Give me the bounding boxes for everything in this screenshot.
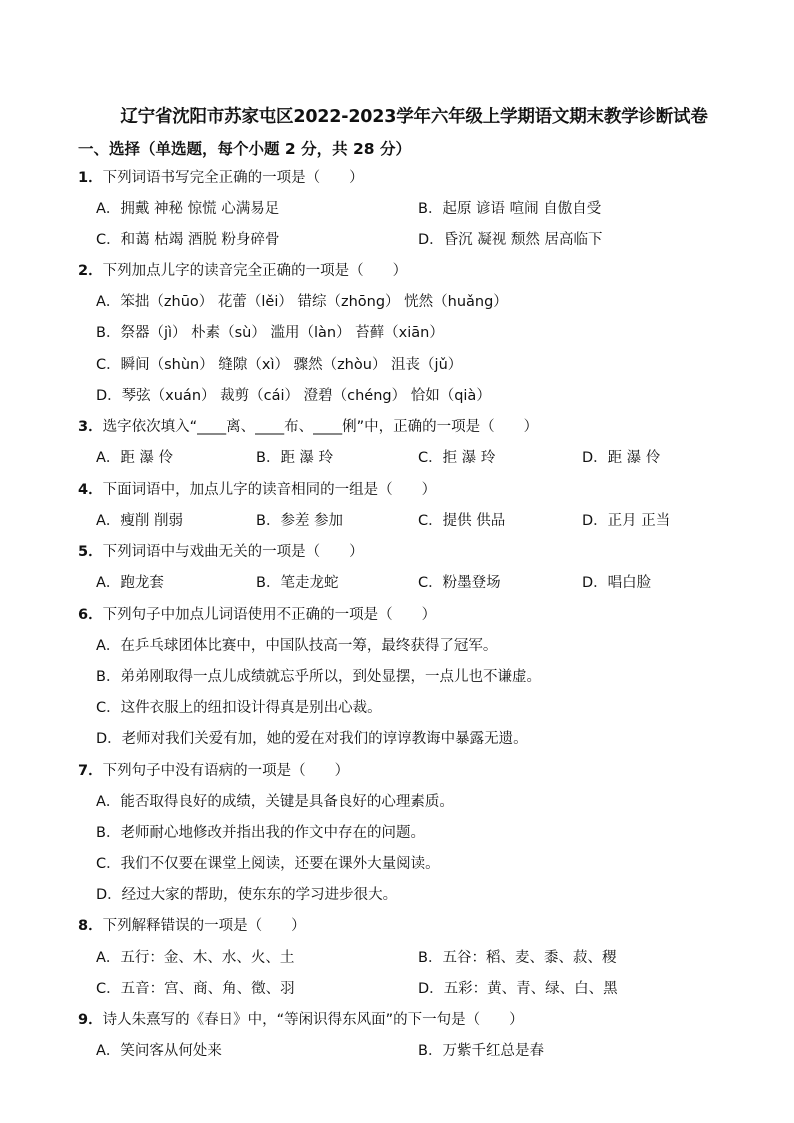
question-number: 4．: [78, 482, 103, 498]
option-a: A．瘦削 削弱: [96, 513, 184, 529]
question-text: 选字依次填入“____离、____布、____俐”中，正确的一项是（ ）: [102, 419, 539, 435]
option-d: D．唱白脸: [582, 575, 652, 591]
option-d: D．琴弦（xuán） 裁剪（cái） 澄碧（chéng） 恰如（qià）: [96, 388, 491, 404]
question-number: 3．: [78, 419, 103, 435]
question-number: 6．: [78, 607, 103, 623]
question-text: 下列词语中与戏曲无关的一项是（ ）: [102, 544, 364, 560]
option-a: A．距 瀑 伶: [96, 450, 174, 466]
option-a: A．笨拙（zhūo） 花蕾（lěi） 错综（zhōng） 恍然（huǎng）: [96, 294, 508, 310]
option-c: C．和蔼 枯竭 酒脱 粉身碎骨: [96, 232, 280, 248]
question-6: [78, 603, 436, 624]
option-c: C．提供 供品: [418, 513, 506, 529]
option-c: C．粉墨登场: [418, 575, 501, 591]
option-b: B．笔走龙蛇: [256, 575, 339, 591]
question-number: 8．: [78, 918, 103, 934]
option-a: A．笑问客从何处来: [96, 1043, 222, 1059]
option-b: B．五谷：稻、麦、黍、菽、稷: [418, 950, 617, 966]
question-4: [78, 478, 436, 499]
option-c: C．拒 瀑 玲: [418, 450, 496, 466]
question-number: 7．: [78, 763, 103, 779]
option-a: A．能否取得良好的成绩，关键是具备良好的心理素质。: [96, 794, 454, 810]
question-number: 5．: [78, 544, 103, 560]
question-text: 下列词语书写完全正确的一项是（ ）: [102, 170, 364, 186]
option-d: D．正月 正当: [582, 513, 671, 529]
option-a: A．拥戴 神秘 惊慌 心满易足: [96, 201, 280, 217]
question-9: [78, 1008, 524, 1029]
option-c: C．五音：宫、商、角、徵、羽: [96, 981, 295, 997]
question-text: 下列加点儿字的读音完全正确的一项是（ ）: [102, 263, 408, 279]
page-title: 辽宁省沈阳市苏家屯区2022-2023学年六年级上学期语文期末教学诊断试卷: [120, 107, 708, 127]
option-d: D．老师对我们关爱有加，她的爱在对我们的谆谆教诲中暴露无遗。: [96, 731, 528, 747]
option-d: D．昏沉 凝视 颓然 居高临下: [418, 232, 603, 248]
question-number: 2．: [78, 263, 103, 279]
question-text: 下面词语中，加点儿字的读音相同的一组是（ ）: [102, 482, 437, 498]
option-d: D．经过大家的帮助，使东东的学习进步很大。: [96, 887, 398, 903]
question-7: [78, 759, 349, 780]
question-number: 1．: [78, 170, 103, 186]
option-b: B．弟弟刚取得一点儿成绩就忘乎所以，到处显摆，一点儿也不谦虚。: [96, 669, 541, 685]
question-3: [78, 415, 538, 436]
option-b: B．老师耐心地修改并指出我的作文中存在的问题。: [96, 825, 425, 841]
option-b: B．距 瀑 玲: [256, 450, 334, 466]
question-5: [78, 540, 364, 561]
question-text: 下列句子中加点儿词语使用不正确的一项是（ ）: [102, 607, 437, 623]
section-heading: 一、选择（单选题，每个小题 2 分，共 28 分）: [78, 140, 411, 158]
option-b: B．起原 谚语 喧闹 自傲自受: [418, 201, 602, 217]
question-1: [78, 166, 364, 187]
question-8: [78, 914, 306, 935]
question-2: [78, 259, 407, 280]
option-c: C．这件衣服上的纽扣设计得真是别出心裁。: [96, 700, 382, 716]
option-c: C．我们不仅要在课堂上阅读，还要在课外大量阅读。: [96, 856, 440, 872]
option-a: A．跑龙套: [96, 575, 164, 591]
option-d: D．五彩：黄、青、绿、白、黑: [418, 981, 618, 997]
option-b: B．万紫千红总是春: [418, 1043, 544, 1059]
question-text: 下列句子中没有语病的一项是（ ）: [102, 763, 350, 779]
option-b: B．参差 参加: [256, 513, 344, 529]
option-a: A．五行：金、木、水、火、土: [96, 950, 295, 966]
option-a: A．在乒乓球团体比赛中，中国队技高一筹，最终获得了冠军。: [96, 638, 498, 654]
option-d: D．距 瀑 伶: [582, 450, 661, 466]
option-b: B．祭器（jì） 朴素（sù） 滥用（làn） 苔藓（xiān）: [96, 325, 444, 341]
question-number: 9．: [78, 1012, 103, 1028]
question-text: 下列解释错误的一项是（ ）: [102, 918, 306, 934]
question-text: 诗人朱熹写的《春日》中，“等闲识得东风面”的下一句是（ ）: [102, 1012, 524, 1028]
option-c: C．瞬间（shùn） 缝隙（xì） 骤然（zhòu） 沮丧（jǔ）: [96, 357, 463, 373]
